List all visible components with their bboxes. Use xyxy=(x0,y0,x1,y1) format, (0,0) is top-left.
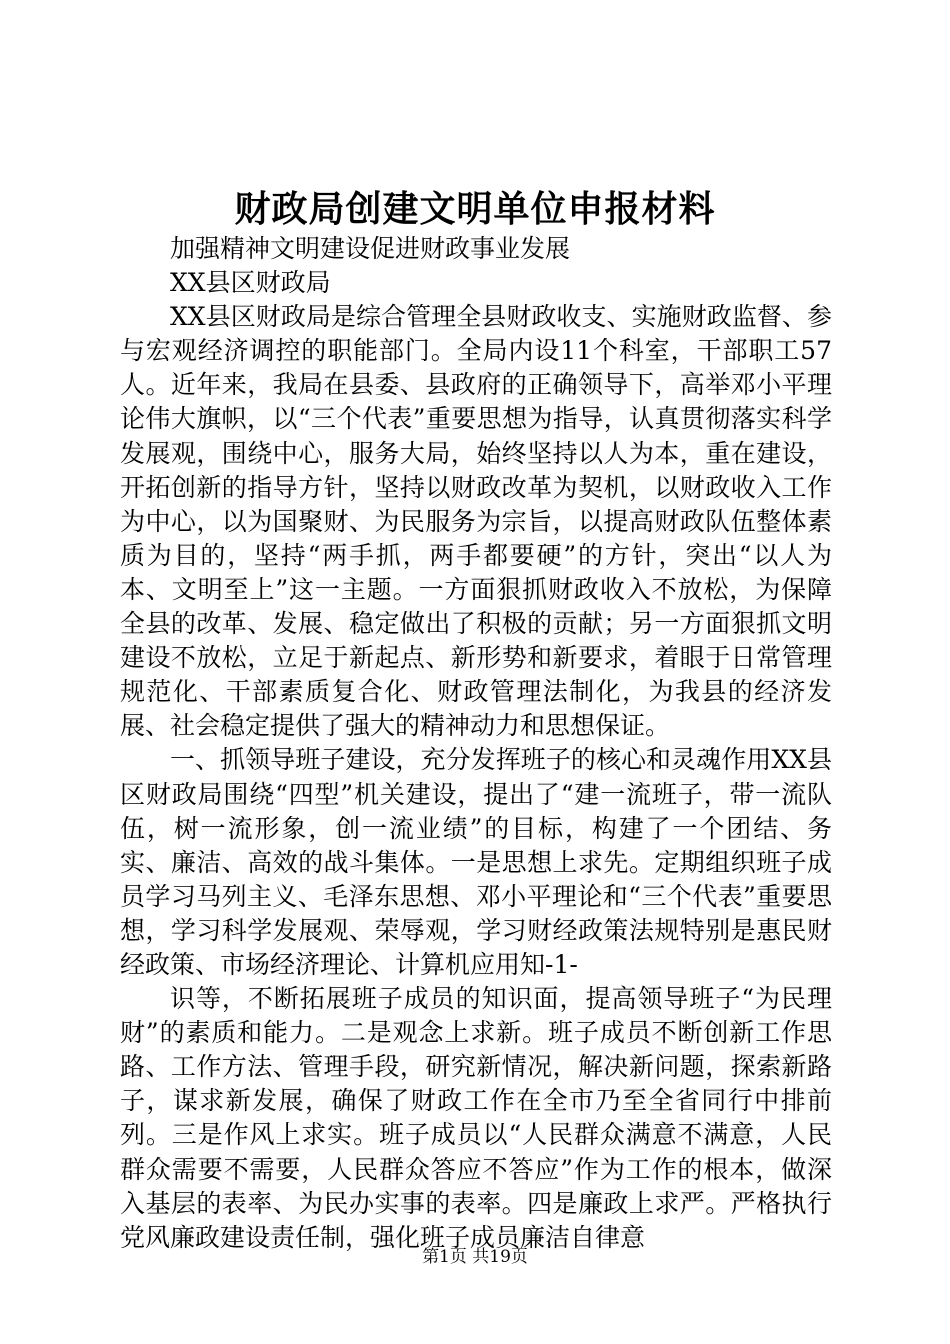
document-title: 财政局创建文明单位申报材料 xyxy=(234,188,716,230)
body-paragraph: XX县区财政局是综合管理全县财政收支、实施财政监督、参与宏观经济调控的职能部门。全局内设11个科室，干部职工57人。近年来，我局在县委、县政府的正确领导下，高举邓小平理论伟大旗帜，以“三个代表”重要思想为指导，认真贯彻落实科学发展观，围绕中心，服务大局，始终坚持以人为本，重在建设，开拓创新的指导方针，坚持以财政改革为契机，以财政收入工作为中心，以为国聚财、为民服务为宗旨，以提高财政队伍整体素质为目的，坚持“两手抓，两手都要硬”的方针，突出“以人为本、文明至上”这一主题。一方面狠抓财政收入不放松，为保障全县的改革、发展、稳定做出了积极的贡献；另一方面狠抓文明建设不放松，立足于新起点、新形势和新要求，着眼于日常管理规范化、干部素质复合化、财政管理法制化，为我县的经济发展、社会稳定提供了强大的精神动力和思想保证。 xyxy=(120,302,832,741)
page-footer: 第1页 共19页 xyxy=(422,1247,528,1267)
body-paragraph: 一、抓领导班子建设，充分发挥班子的核心和灵魂作用XX县区财政局围绕“四型”机关建设，提出了“建一流班子，带一流队伍，树一流形象，创一流业绩”的目标，构建了一个团结、务实、廉洁、高效的战斗集体。一是思想上求先。定期组织班子成员学习马列主义、毛泽东思想、邓小平理论和“三个代表”重要思想，学习科学发展观、荣辱观，学习财经政策法规特别是惠民财经政策、市场经济理论、计算机应用知-1- xyxy=(120,745,832,979)
document-body xyxy=(120,232,832,1255)
author-paragraph: XX县区财政局 xyxy=(170,268,331,298)
body-paragraph: 识等，不断拓展班子成员的知识面，提高领导班子“为民理财”的素质和能力。二是观念上求新。班子成员不断创新工作思路、工作方法、管理手段，研究新情况，解决新问题，探索新路子，谋求新发展，确保了财政工作在全市乃至全省同行中排前列。三是作风上求实。班子成员以“人民群众满意不满意，人民群众需要不需要，人民群众答应不答应”作为工作的根本，做深入基层的表率、为民办实事的表率。四是廉政上求严。严格执行党风廉政建设责任制，强化班子成员廉洁自律意 xyxy=(120,984,832,1252)
subtitle-paragraph: 加强精神文明建设促进财政事业发展 xyxy=(170,234,571,263)
